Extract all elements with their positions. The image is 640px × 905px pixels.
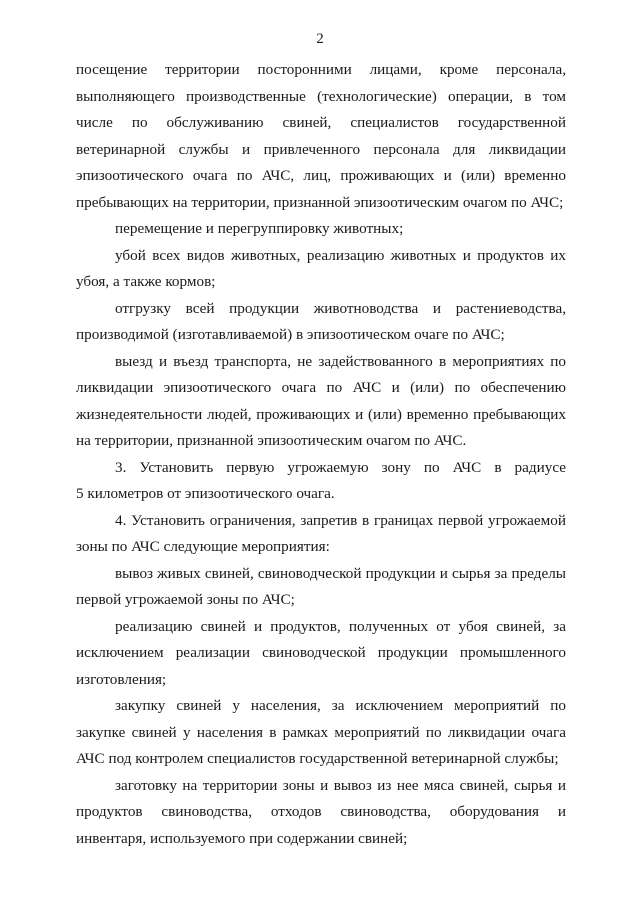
text-line: пребывающих на территории, признанной эпизоотическим очагом по АЧС; bbox=[76, 193, 564, 211]
text-line: изготовления; bbox=[76, 670, 167, 688]
paragraph bbox=[76, 57, 566, 216]
text-line: ликвидации эпизоотического очага по АЧС и (или) по обеспечению bbox=[76, 379, 566, 396]
paragraph bbox=[76, 773, 566, 853]
text-line: инвентаря, используемого при содержании свиней; bbox=[76, 829, 408, 847]
text-line: производимой (изготавливаемой) в эпизоотическом очаге по АЧС; bbox=[76, 326, 505, 343]
paragraph bbox=[76, 693, 566, 773]
paragraph bbox=[76, 455, 566, 508]
paragraph bbox=[76, 614, 566, 694]
text-line: убой всех видов животных, реализацию животных и продуктов их bbox=[115, 246, 566, 264]
paragraph bbox=[76, 561, 566, 614]
text-line: жизнедеятельности людей, проживающих и (или) временно пребывающих bbox=[76, 405, 566, 423]
text-line: 3. Установить первую угрожаемую зону по АЧС в радиусе bbox=[115, 458, 566, 476]
text-line: вывоз живых свиней, свиноводческой продукции и сырья за пределы bbox=[115, 564, 566, 582]
text-line: выезд и въезд транспорта, не задействованного в мероприятиях по bbox=[115, 352, 566, 370]
text-line: продуктов свиноводства, отходов свиноводства, оборудования и bbox=[76, 803, 566, 820]
text-line: закупке свиней у населения в рамках мероприятий по ликвидации очага bbox=[76, 723, 566, 741]
text-line: исключением реализации свиноводческой продукции промышленного bbox=[76, 644, 566, 661]
paragraph bbox=[76, 508, 566, 561]
text-line: реализацию свиней и продуктов, полученных от убоя свиней, за bbox=[115, 617, 566, 635]
text-line: выполняющего производственные (технологические) операции, в том bbox=[76, 87, 566, 105]
text-line: ветеринарной службы и привлеченного персонала для ликвидации bbox=[76, 140, 566, 158]
text-line: 5 километров от эпизоотического очага. bbox=[76, 485, 335, 502]
paragraph bbox=[76, 296, 566, 349]
text-line: эпизоотического очага по АЧС, лиц, проживающих и (или) временно bbox=[76, 167, 566, 184]
page-number: 2 bbox=[316, 31, 324, 47]
paragraph bbox=[76, 243, 566, 296]
text-line: АЧС под контролем специалистов государственной ветеринарной службы; bbox=[76, 750, 559, 767]
text-line: убоя, а также кормов; bbox=[76, 273, 216, 290]
text-line: зоны по АЧС следующие мероприятия: bbox=[76, 538, 330, 555]
text-line: первой угрожаемой зоны по АЧС; bbox=[76, 591, 295, 608]
text-line: заготовку на территории зоны и вывоз из нее мяса свиней, сырья и bbox=[115, 776, 566, 794]
text-line: на территории, признанной эпизоотическим очагом по АЧС. bbox=[76, 432, 467, 449]
text-line: 4. Установить ограничения, запретив в границах первой угрожаемой bbox=[115, 511, 566, 529]
paragraph bbox=[76, 349, 566, 455]
paragraph bbox=[76, 216, 566, 243]
text-line: посещение территории посторонними лицами, кроме персонала, bbox=[76, 61, 566, 78]
text-line: перемещение и перегруппировку животных; bbox=[115, 220, 404, 237]
text-line: числе по обслуживанию свиней, специалистов государственной bbox=[76, 114, 566, 131]
text-line: закупку свиней у населения, за исключением мероприятий по bbox=[115, 697, 566, 714]
document-body bbox=[76, 57, 566, 852]
text-line: отгрузку всей продукции животноводства и растениеводства, bbox=[115, 299, 566, 317]
